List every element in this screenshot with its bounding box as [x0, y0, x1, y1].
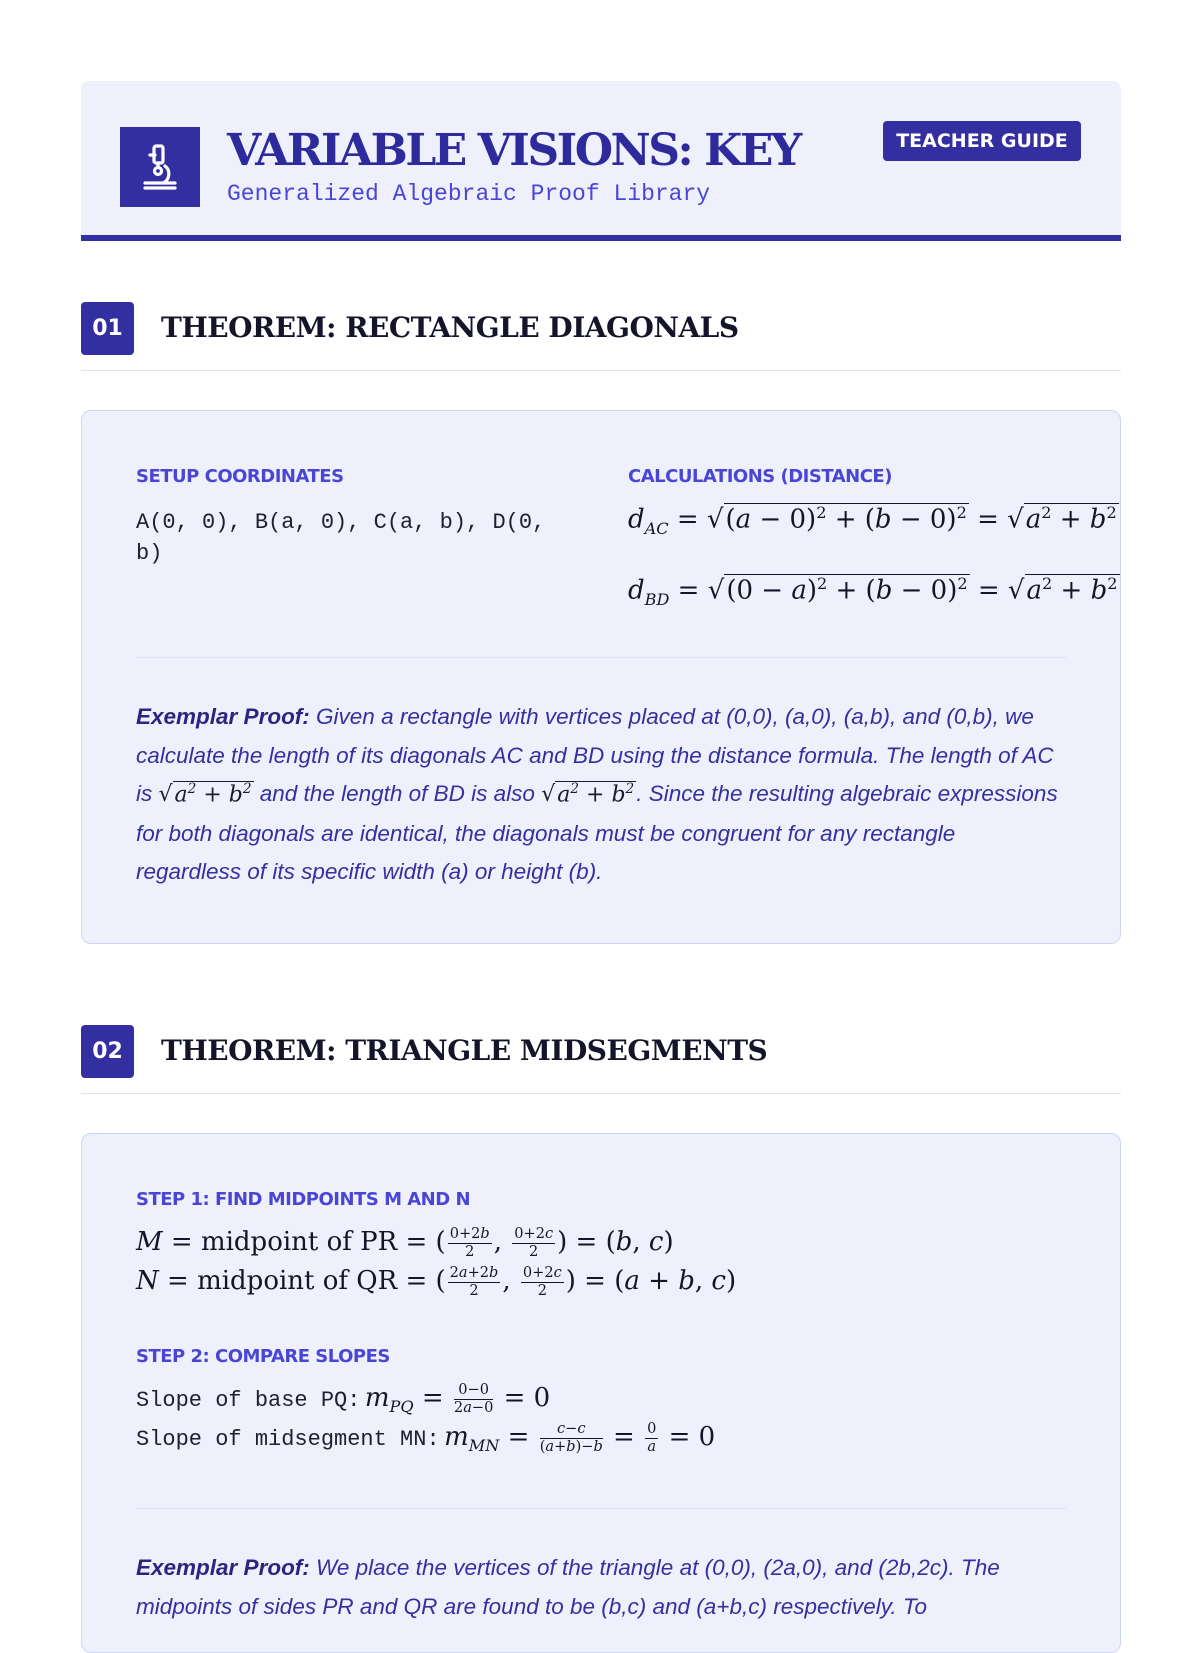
slope-mn-line: Slope of midsegment MN: $m_{MN}$ = $\frac{c-c}{(a+b)-b}$ = $\frac{0}{a}$ = 0: [136, 1420, 716, 1456]
slope-pq-equation: $m_{PQ}$ = $\frac{0-0}{2a-0}$ = 0: [364, 1381, 551, 1417]
calc-equation-ac: $d_{AC} = √(a - 0)^2 + (b - 0)^2 = √a^2 + b^2$: [628, 503, 1117, 538]
proof-math-bd: $√a^2 + b^2$: [541, 780, 635, 807]
proof-label: Exemplar Proof:: [136, 1555, 310, 1580]
microscope-icon: [120, 127, 200, 207]
setup-coordinates-label: SETUP COORDINATES: [136, 466, 344, 487]
exemplar-proof-1: Exemplar Proof: Given a rectangle with vertices placed at (0,0), (a,0), (a,b), and (0,b), we calculate the length of its diagonals AC and BD using the distance formula. The length of AC is $√a^2 + b^2$ and the length of BD is also $√a^2 + b^2$. Since the resulting algebraic expressions for both diagonals are identical, the diagonals must be congruent for any rectangle regardless of its specific width (a) or height (b).: [136, 704, 1058, 884]
slope-pq-line: Slope of base PQ: $m_{PQ}$ = $\frac{0-0}{2a-0}$ = 0: [136, 1381, 551, 1417]
page-header: [81, 81, 1121, 241]
midpoint-n-equation: N = midpoint of QR = ( $\frac{2a+2b}{2}$ , $\frac{0+2c}{2}$ ) = (a + b, c): [136, 1264, 737, 1299]
slope-mn-equation: $m_{MN}$ = $\frac{c-c}{(a+b)-b}$ = $\frac{0}{a}$ = 0: [444, 1420, 716, 1456]
step-2-label: STEP 2: COMPARE SLOPES: [136, 1346, 390, 1367]
calculations-label: CALCULATIONS (DISTANCE): [628, 466, 892, 487]
section-1-card: [81, 410, 1121, 944]
proof-math-ac: $√a^2 + b^2$: [158, 780, 252, 807]
card-divider: [136, 1508, 1066, 1509]
midpoint-m-equation: M = midpoint of PR = ( $\frac{0+2b}{2}$ , $\frac{0+2c}{2}$ ) = (b, c): [136, 1225, 674, 1260]
section-1-header: [81, 302, 1121, 371]
teacher-guide-badge: TEACHER GUIDE: [883, 121, 1081, 161]
exemplar-proof-2: Exemplar Proof: We place the vertices of the triangle at (0,0), (2a,0), and (2b,2c). The midpoints of sides PR and QR are found to be (b,c) and (a+b,c) respectively. To: [136, 1555, 1000, 1619]
section-2-header: [81, 1025, 1121, 1094]
section-1-number: 01: [81, 302, 134, 355]
section-2-title: THEOREM: TRIANGLE MIDSEGMENTS: [161, 1034, 768, 1067]
calc-equation-bd: $d_{BD} = √(0 - a)^2 + (b - 0)^2 = √a^2 + b^2$: [628, 574, 1118, 609]
section-2-number: 02: [81, 1025, 134, 1078]
page-subtitle: Generalized Algebraic Proof Library: [227, 181, 711, 207]
section-2-card: [81, 1133, 1121, 1653]
proof-label: Exemplar Proof:: [136, 704, 310, 729]
card-divider: [136, 657, 1066, 658]
setup-coordinates-text: A(0, 0), B(a, 0), C(a, b), D(0, b): [136, 510, 546, 566]
page-title: VARIABLE VISIONS: KEY: [227, 125, 800, 176]
section-1-title: THEOREM: RECTANGLE DIAGONALS: [161, 311, 739, 344]
step-1-label: STEP 1: FIND MIDPOINTS M AND N: [136, 1189, 471, 1210]
